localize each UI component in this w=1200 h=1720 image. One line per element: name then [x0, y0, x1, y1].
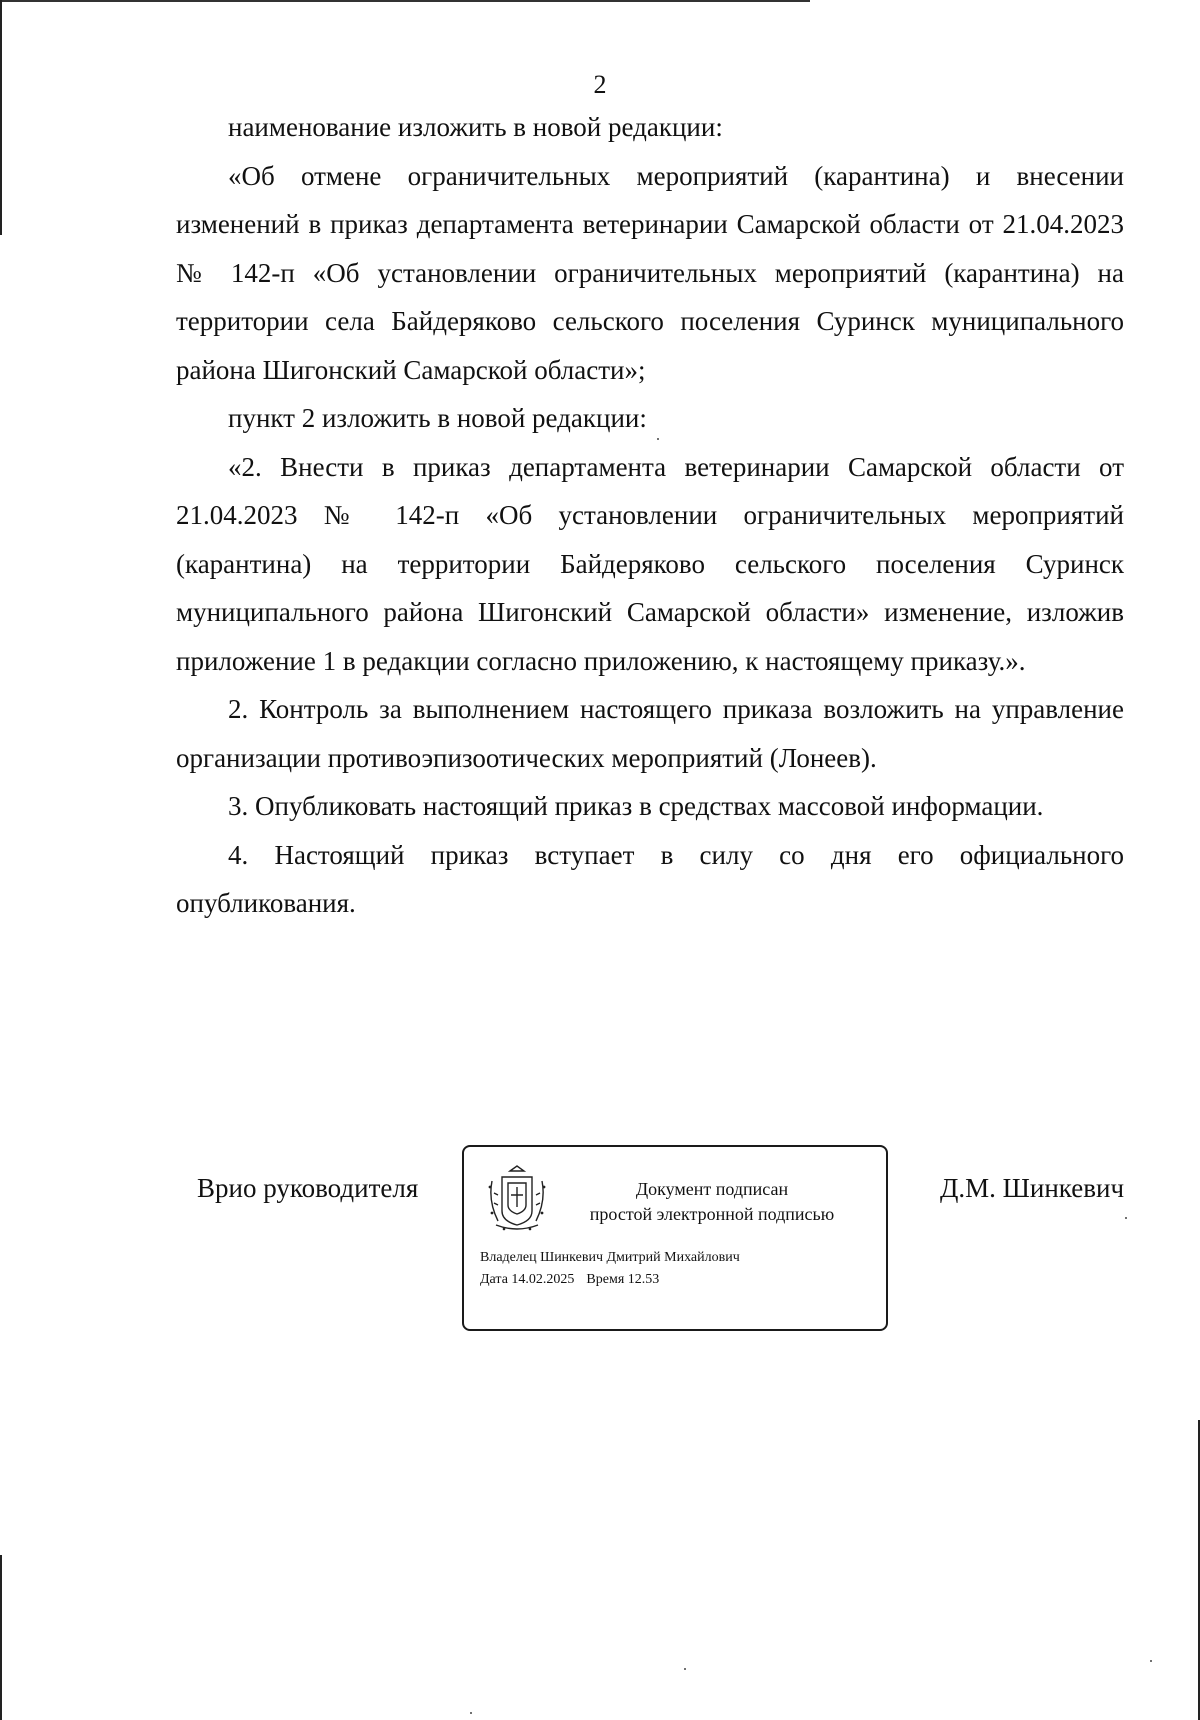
paragraph: 3. Опубликовать настоящий приказ в средствах массовой информации. — [228, 791, 1044, 821]
stamp-time: Время 12.53 — [586, 1272, 660, 1287]
electronic-signature-stamp — [462, 1145, 888, 1331]
paragraph: наименование изложить в новой редакции: — [228, 112, 723, 142]
paragraph: 2. Контроль за выполнением настоящего приказа возложить на управление организации противоэпизоотических мероприятий (Лонеев). — [176, 694, 1124, 773]
paragraph: 4. Настоящий приказ вступает в силу со дня его официального опубликования. — [176, 839, 1124, 918]
scan-edge-left — [0, 0, 2, 235]
signatory-role: Врио руководителя — [197, 1173, 419, 1203]
coat-of-arms-icon — [484, 1163, 550, 1235]
document-body — [176, 103, 1124, 928]
scan-speck — [1150, 1660, 1152, 1662]
paragraph: пункт 2 изложить в новой редакции: — [228, 403, 647, 433]
scan-speck — [684, 1668, 686, 1670]
signatory-name: Д.М. Шинкевич — [940, 1173, 1125, 1203]
scan-edge-left-lower — [0, 1555, 2, 1720]
scan-edge-top — [0, 0, 810, 2]
stamp-date-time — [480, 1269, 880, 1291]
signature-block — [0, 1143, 1200, 1333]
stamp-title — [562, 1177, 862, 1227]
scan-speck — [470, 1712, 472, 1714]
stamp-owner: Владелец Шинкевич Дмитрий Михайлович — [480, 1250, 740, 1265]
page-number: 2 — [593, 70, 607, 99]
stamp-title-line: Документ подписан — [635, 1179, 789, 1199]
stamp-details — [480, 1247, 880, 1291]
stamp-title-line: простой электронной подписью — [589, 1204, 835, 1224]
stamp-date: Дата 14.02.2025 — [480, 1272, 575, 1287]
paragraph: «2. Внести в приказ департамента ветеринарии Самарской области от 21.04.2023 № 142-п «Об установлении ограничительных мероприятий (карантина) на территории Байдеряково сельского поселения Суринск муниципального района Шигонский Самарской области» изменение, изложив приложение 1 в редакции согласно приложению, к настоящему приказу.». — [176, 451, 1124, 676]
paragraph: «Об отмене ограничительных мероприятий (карантина) и внесении изменений в приказ департамента ветеринарии Самарской области от 21.04.2023 № 142-п «Об установлении ограничительных мероприятий (карантина) на территории села Байдеряково сельского поселения Суринск муниципального района Шигонский Самарской области»; — [176, 160, 1124, 385]
